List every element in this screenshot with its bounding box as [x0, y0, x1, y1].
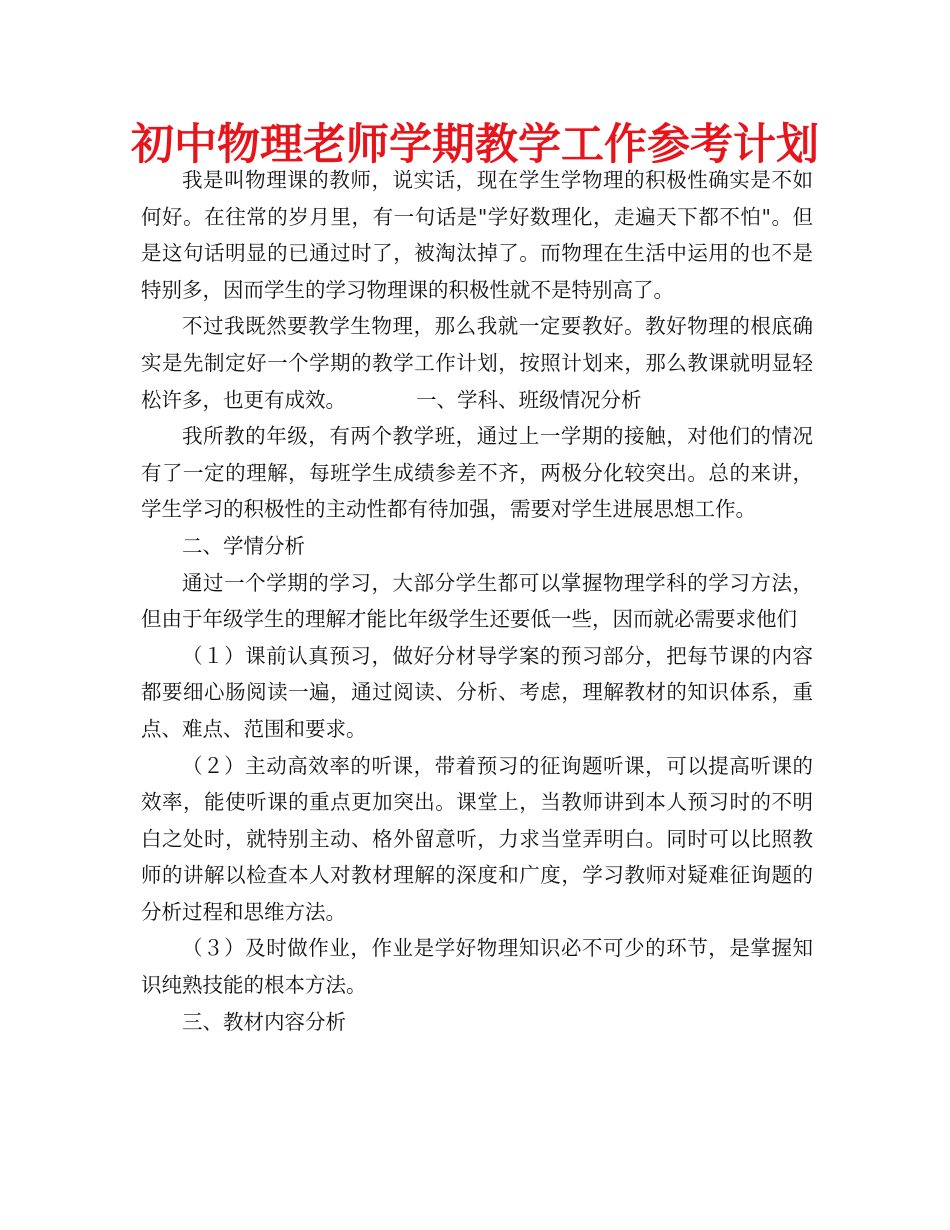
document-body	[141, 162, 813, 1040]
paragraph-class-analysis: 我所教的年级，有两个教学班，通过上一学期的接触，对他们的情况有了一定的理解，每班学生成绩参差不齐，两极分化较突出。总的来讲，学生学习的积极性的主动性都有待加强，需要对学生进展思想工作。	[141, 424, 813, 522]
section-heading-2: 二、学情分析	[182, 533, 305, 558]
list-item-1: （１）课前认真预习，做好分材导学案的预习部分，把每节课的内容都要细心肠阅读一遍，通过阅读、分析、考虑，理解教材的知识体系，重点、难点、范围和要求。	[141, 643, 813, 741]
document-title: 初中物理老师学期教学工作参考计划	[131, 120, 819, 170]
paragraph-intro: 我是叫物理课的教师，说实话，现在学生学物理的积极性确实是不如何好。在往常的岁月里，有一句话是"学好数理化，走遍天下都不怕"。但是这句话明显的已通过时了，被淘汰掉了。而物理在生活中运用的也不是特别多，因而学生的学习物理课的积极性就不是特别高了。	[141, 168, 813, 302]
paragraph-plan	[141, 308, 813, 418]
section-heading-1: 一、学科、班级情况分析	[416, 387, 642, 412]
paragraph-learning-analysis: 通过一个学期的学习，大部分学生都可以掌握物理学科的学习方法，但由于年级学生的理解才能比年级学生还要低一些，因而就必需要求他们	[141, 570, 813, 632]
section-heading-3: 三、教材内容分析	[182, 1009, 346, 1034]
paragraph-plan-text: 不过我既然要教学生物理，那么我就一定要教好。教好物理的根底确实是先制定好一个学期的教学工作计划，按照计划来，那么教课就明显轻松许多，也更有成效。	[141, 314, 813, 412]
list-item-3: （３）及时做作业，作业是学好物理知识必不可少的环节，是掌握知识纯熟技能的根本方法。	[141, 936, 813, 998]
list-item-2: （２）主动高效率的听课，带着预习的征询题听课，可以提高听课的效率，能使听课的重点更加突出。课堂上，当教师讲到本人预习时的不明白之处时，就特别主动、格外留意听，力求当堂弄明白。同时可以比照教师的讲解以检查本人对教材理解的深度和广度，学习教师对疑难征询题的分析过程和思维方法。	[141, 753, 813, 924]
